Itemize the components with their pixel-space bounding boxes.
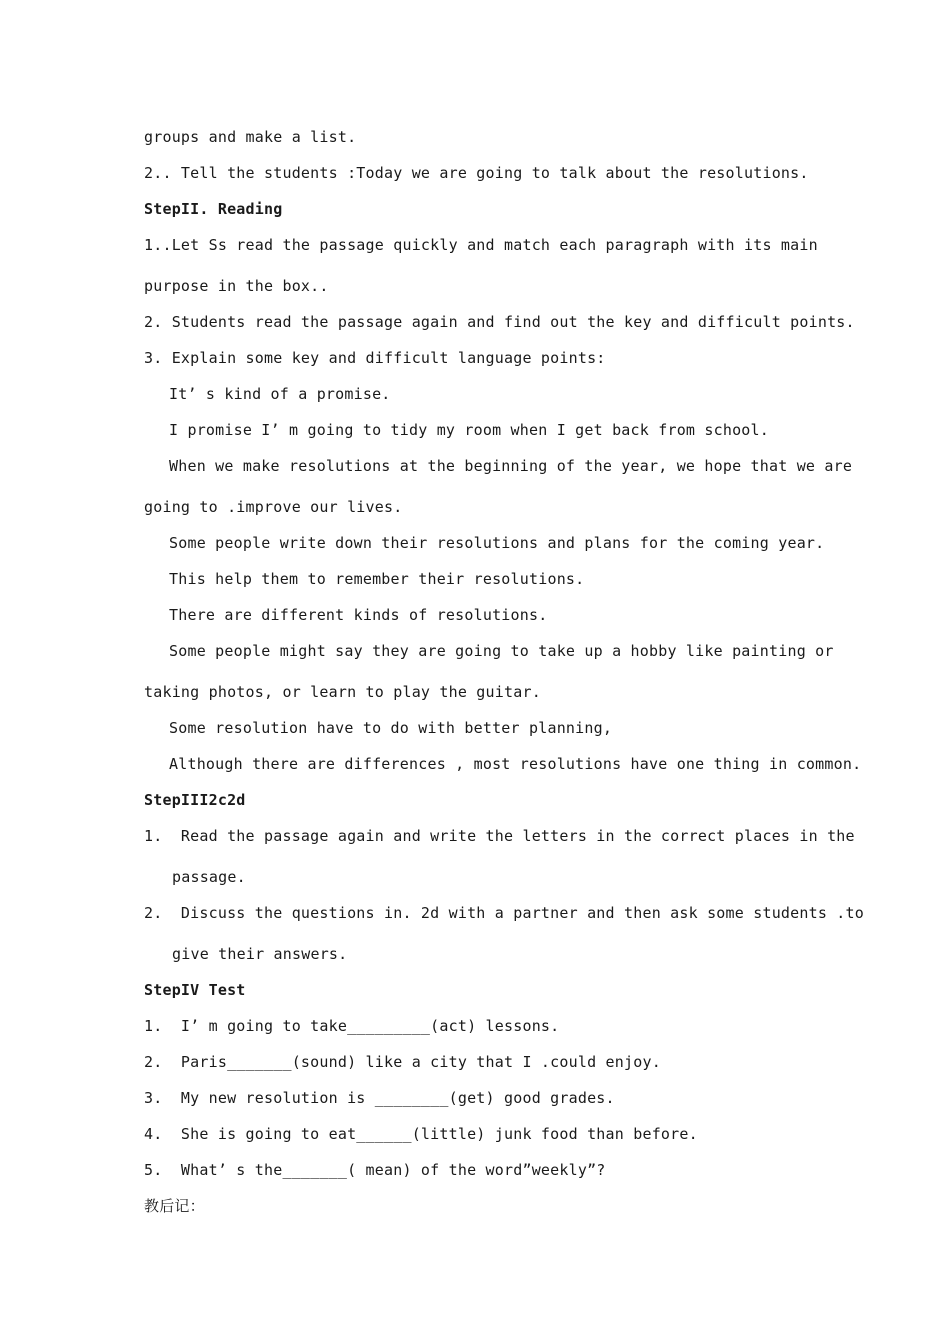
text-line: taking photos, or learn to play the guitar. xyxy=(144,683,541,701)
text-line: There are different kinds of resolutions. xyxy=(169,606,548,624)
text-line: Some resolution have to do with better planning, xyxy=(169,719,613,737)
test-question: 1. I’ m going to take_________(act) lessons. xyxy=(144,1017,560,1035)
text-line: I promise I’ m going to tidy my room when I get back from school. xyxy=(169,421,769,439)
text-line: going to .improve our lives. xyxy=(144,498,403,516)
text-line: 1..Let Ss read the passage quickly and match each paragraph with its main xyxy=(144,236,818,254)
test-question: 2. Paris_______(sound) like a city that I .could enjoy. xyxy=(144,1053,661,1071)
text-line: Some people might say they are going to take up a hobby like painting or xyxy=(169,642,834,660)
text-line: This help them to remember their resolutions. xyxy=(169,570,585,588)
text-line: Although there are differences , most resolutions have one thing in common. xyxy=(169,755,862,773)
text-line: passage. xyxy=(172,868,246,886)
text-line: 2.. Tell the students :Today we are going to talk about the resolutions. xyxy=(144,164,809,182)
text-line: purpose in the box.. xyxy=(144,277,329,295)
text-line: When we make resolutions at the beginning of the year, we hope that we are xyxy=(169,457,853,475)
text-line: groups and make a list. xyxy=(144,128,357,146)
test-question: 3. My new resolution is ________(get) good grades. xyxy=(144,1089,615,1107)
text-line: Some people write down their resolutions and plans for the coming year. xyxy=(169,534,825,552)
section-heading-reading: StepII. Reading xyxy=(144,200,283,218)
text-line: 2. Discuss the questions in. 2d with a partner and then ask some students .to xyxy=(144,904,864,922)
text-line: 2. Students read the passage again and find out the key and difficult points. xyxy=(144,313,855,331)
afterword-label: 教后记： xyxy=(144,1197,205,1215)
text-line: give their answers. xyxy=(172,945,348,963)
text-line: It’ s kind of a promise. xyxy=(169,385,391,403)
section-heading-step3: StepIII2c2d xyxy=(144,791,246,809)
test-question: 5. What’ s the_______( mean) of the word”weekly”? xyxy=(144,1161,606,1179)
section-heading-test: StepIV Test xyxy=(144,981,246,999)
text-line: 3. Explain some key and difficult language points: xyxy=(144,349,606,367)
test-question: 4. She is going to eat______(little) junk food than before. xyxy=(144,1125,698,1143)
text-line: 1. Read the passage again and write the letters in the correct places in the xyxy=(144,827,855,845)
